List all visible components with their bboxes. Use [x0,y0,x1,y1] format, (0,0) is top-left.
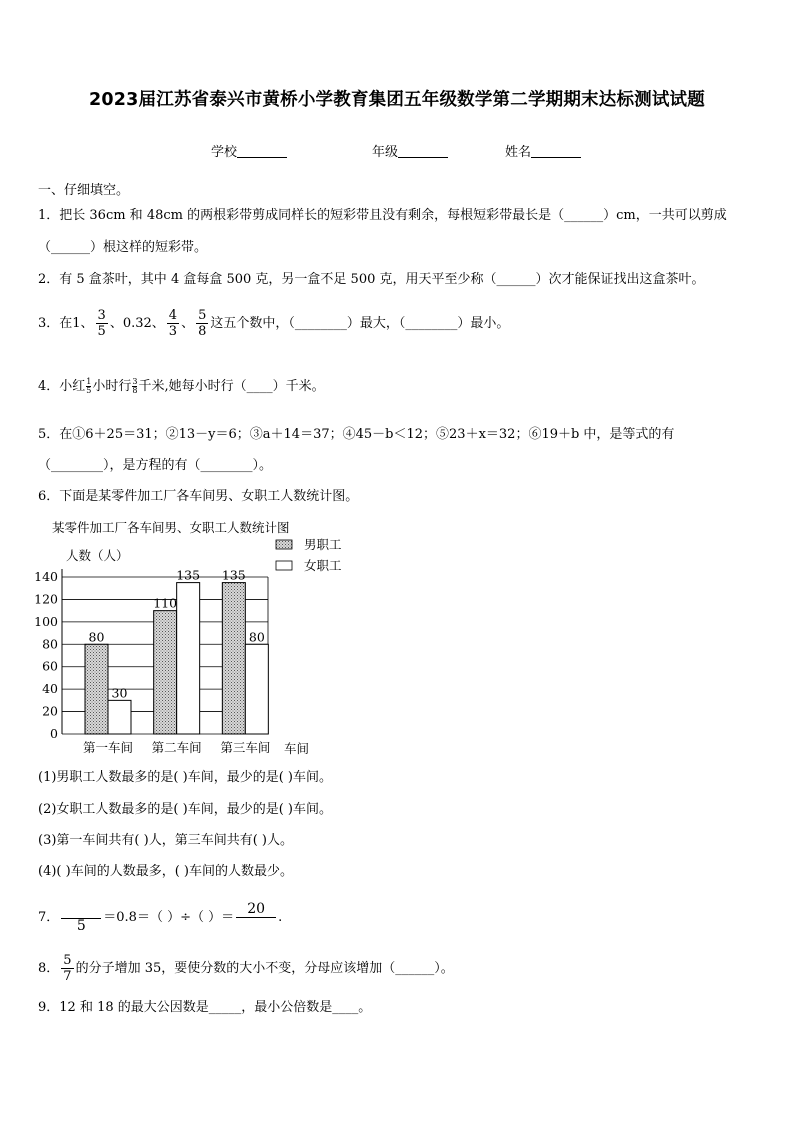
q4-prefix: 4．小红 [38,379,86,394]
name-blank[interactable] [531,145,581,158]
q4-suffix: 千米,她每小时行（____）千米。 [138,379,325,394]
y-tick-label: 40 [42,681,58,697]
bar-value-label: 30 [111,685,128,701]
y-tick-label: 100 [34,613,58,629]
school-label: 学校 [211,145,238,160]
question-7 [38,898,282,938]
section-heading: 一、仔细填空。 [38,183,130,198]
chart-title: 某零件加工厂各车间男、女职工人数统计图 [52,520,290,535]
fraction-5-8: $\frac{5}{8}$ [198,308,207,339]
q3-sep: 、 [181,316,195,331]
question-2: 2．有 5 盒茶叶，其中 4 盒每盒 500 克，另一盒不足 500 克，用天平至少称（______）次才能保证找出这盒茶叶。 [38,272,705,287]
q4-mid: 小时行 [92,379,132,394]
q7-mid: ＝0.8＝（ ）÷（ ）＝ [103,910,235,925]
name-field [505,141,581,160]
bar [222,583,245,734]
question-1-line-2: （______）根这样的短彩带。 [38,240,208,255]
question-6-intro: 6．下面是某零件加工厂各车间男、女职工人数统计图。 [38,489,359,504]
y-tick-label: 80 [42,636,58,652]
legend-label-female: 女职工 [304,558,342,573]
bar [177,583,200,734]
question-1-line-1: 1．把长 36cm 和 48cm 的两根彩带剪成同样长的短彩带且没有剩余，每根短彩带最长是（______）cm，一共可以剪成 [38,208,727,223]
bar-value-label: 135 [176,567,201,583]
grade-blank[interactable] [398,145,448,158]
q3-prefix: 3．在1、 [38,316,94,331]
y-axis-label: 人数（人） [66,548,129,563]
x-tick-label: 第三车间 [220,740,271,755]
y-tick-labels [34,569,58,741]
bar [85,644,108,734]
question-6-part-2: (2)女职工人数最多的是( )车间，最少的是( )车间。 [38,802,332,817]
question-6-part-3: (3)第一车间共有( )人，第三车间共有( )人。 [38,833,293,848]
bar-value-label: 80 [88,629,105,645]
school-blank[interactable] [237,145,287,158]
q7-numerator-blank[interactable] [61,902,101,919]
x-axis-label: 车间 [284,741,310,756]
legend-label-male: 男职工 [304,537,342,552]
page-title: 2023届江苏省泰兴市黄桥小学教育集团五年级数学第二学期期末达标测试试题 [89,90,705,110]
question-3 [38,308,509,340]
chart-bars [85,568,268,734]
bar-value-label: 135 [221,567,246,583]
bar [245,644,268,734]
q3-suffix: 这五个数中，（________）最大，（________）最小。 [210,316,510,331]
question-8 [38,953,454,985]
x-tick-label: 第一车间 [82,740,134,755]
fraction-1-5: $\frac{1}{5}$ [86,377,92,395]
question-5-line-1: 5．在①6＋25＝31；②13－y＝6；③a＋14＝37；④45－b＜12；⑤23＋x＝32；⑥19＋b 中，是等式的有 [38,427,675,442]
y-tick-label: 0 [50,726,58,741]
q8-number: 8． [38,961,60,976]
question-9: 9．12 和 18 的最大公因数是_____，最小公倍数是____。 [38,1000,372,1015]
fraction-4-3: $\frac{4}{3}$ [168,308,178,339]
y-tick-label: 60 [42,658,58,674]
bar-value-label: 110 [153,595,178,611]
grade-label: 年级 [372,145,399,160]
q7-fraction-20-blank: 20 [236,902,276,934]
name-label: 姓名 [505,145,532,160]
q7-denominator-blank[interactable] [236,918,276,934]
q7-end: . [278,910,283,925]
x-tick-label: 第二车间 [151,740,202,755]
x-tick-labels [83,740,270,755]
bar-value-label: 80 [248,629,265,645]
chart-legend [276,537,342,573]
question-5-line-2: （________），是方程的有（________）。 [38,458,273,473]
legend-swatch-male [276,540,292,549]
grade-field [372,141,448,160]
question-6-part-1: (1)男职工人数最多的是( )车间，最少的是( )车间。 [38,770,332,785]
q7-fraction-blank-5: 5 [61,902,101,934]
y-tick-label: 140 [34,569,58,584]
q7-number: 7． [38,910,60,925]
y-tick-label: 20 [42,703,58,719]
fraction-3-8: $\frac{3}{8}$ [132,377,138,395]
legend-swatch-female [276,561,292,570]
school-field [211,141,287,160]
y-tick-label: 120 [34,591,58,607]
bar [154,611,177,734]
bar-chart [30,532,342,760]
fraction-5-7: $\frac{5}{7}$ [63,953,72,984]
q8-text: 的分子增加 35，要使分数的大小不变，分母应该增加（______）。 [75,961,454,976]
q3-mid: 、0.32、 [109,316,165,331]
fraction-3-5: $\frac{3}{5}$ [97,308,106,339]
question-4 [38,378,325,395]
bar [108,700,131,734]
question-6-part-4: (4)( )车间的人数最多，( )车间的人数最少。 [38,864,293,879]
